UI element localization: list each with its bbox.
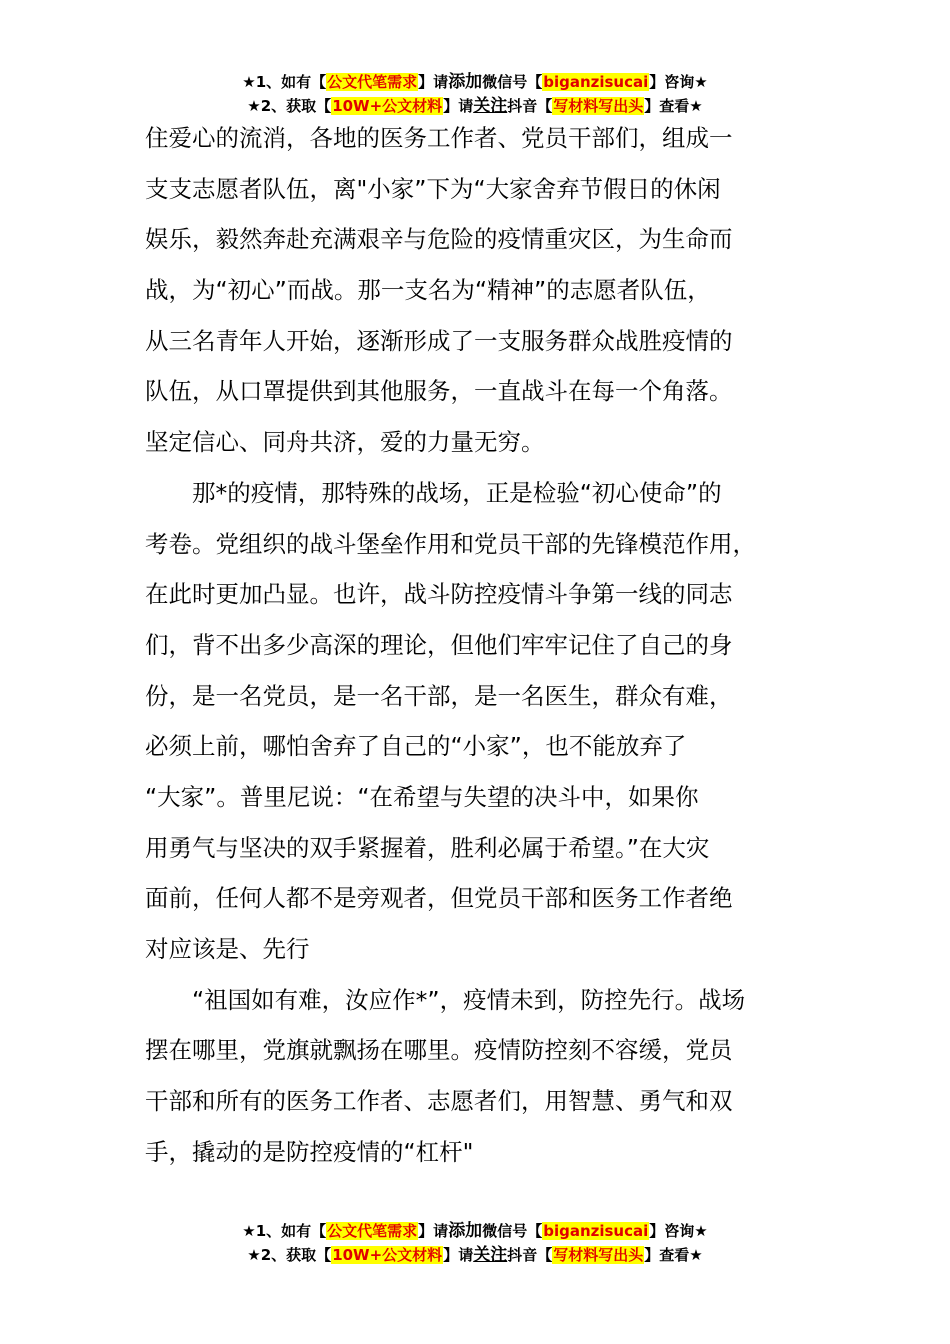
banner-line-2: ★2、获取【10W+公文材料】请关注抖音【写材料写出头】查看★ — [247, 96, 703, 116]
body-line: 手，撬动的是防控疫情的“杠杆" — [145, 1137, 474, 1166]
body-line: 必须上前，哪怕舍弃了自己的“小家”，也不能放弃了 — [145, 732, 687, 761]
highlight-materials: 10W+公文材料 — [332, 1246, 443, 1264]
body-line: 们，背不出多少高深的理论，但他们牢牢记住了自己的身 — [145, 630, 733, 659]
body-line: 坚定信心、同舟共济，爱的力量无穷。 — [145, 428, 545, 457]
body-line: 摆在哪里，党旗就飘扬在哪里。疫情防控刻不容缓，党员 — [145, 1036, 733, 1065]
body-line: 面前，任何人都不是旁观者，但党员干部和医务工作者绝 — [145, 884, 733, 913]
highlight-service: 公文代笔需求 — [327, 1222, 418, 1240]
highlight-douyin-account: 写材料写出头 — [553, 97, 644, 115]
body-line: 份，是一名党员，是一名干部，是一名医生，群众有难， — [145, 681, 733, 710]
header-banner — [0, 70, 950, 118]
footer-banner — [0, 1219, 950, 1267]
body-line: 从三名青年人开始，逐渐形成了一支服务群众战胜疫情的 — [145, 326, 733, 355]
body-line: 队伍，从口罩提供到其他服务，一直战斗在每一个角落。 — [145, 377, 733, 406]
highlight-wechat-id: biganzisucai — [543, 1222, 649, 1240]
highlight-douyin-account: 写材料写出头 — [553, 1246, 644, 1264]
body-line: “大家”。普里尼说：“在希望与失望的决斗中，如果你 — [145, 782, 699, 811]
body-line: 考卷。党组织的战斗堡垒作用和党员干部的先锋模范作用， — [145, 529, 756, 558]
document-body — [145, 113, 815, 1177]
banner-line-2: ★2、获取【10W+公文材料】请关注抖音【写材料写出头】查看★ — [247, 1245, 703, 1265]
body-line: 娱乐，毅然奔赴充满艰辛与危险的疫情重灾区，为生命而 — [145, 225, 733, 254]
body-line: 支支志愿者队伍，离"小家”下为“大家舍弃节假日的休闲 — [145, 174, 721, 203]
body-line: 用勇气与坚决的双手紧握着，胜利必属于希望。”在大灾 — [145, 833, 710, 862]
body-line: 住爱心的流消，各地的医务工作者、党员干部们，组成一 — [145, 124, 733, 152]
body-line: 对应该是、先行 — [145, 935, 310, 963]
banner-line-1: ★1、如有【公文代笔需求】请添加微信号【biganzisucai】咨询★ — [242, 72, 708, 92]
body-line: 干部和所有的医务工作者、志愿者们，用智慧、勇气和双 — [145, 1087, 733, 1116]
body-line: “祖国如有难，汝应作*”，疫情未到，防控先行。战场 — [145, 985, 746, 1014]
highlight-service: 公文代笔需求 — [327, 73, 418, 91]
body-line: 那*的疫情，那特殊的战场，正是检验“初心使命”的 — [145, 478, 722, 507]
highlight-wechat-id: biganzisucai — [543, 73, 649, 91]
body-line: 战，为“初心”而战。那一支名为“精神”的志愿者队伍， — [145, 276, 711, 305]
banner-line-1: ★1、如有【公文代笔需求】请添加微信号【biganzisucai】咨询★ — [242, 1221, 708, 1241]
body-line: 在此时更加凸显。也许，战斗防控疫情斗争第一线的同志 — [145, 580, 733, 609]
highlight-materials: 10W+公文材料 — [332, 97, 443, 115]
